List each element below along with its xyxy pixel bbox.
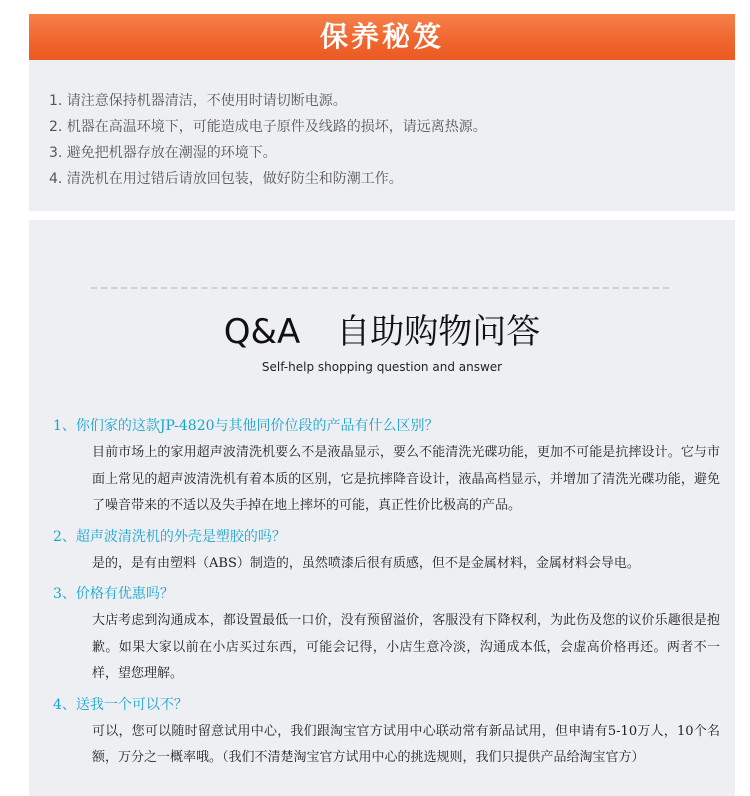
qa-title-en: Q&A	[223, 312, 301, 352]
qa-question: 1、你们家的这款JP-4820与其他同价位段的产品有什么区别？	[53, 418, 439, 434]
qa-answer: 是的，是有由塑料（ABS）制造的，虽然喷漆后很有质感，但不是金属材料，金属材料会导电。	[92, 555, 640, 571]
banner-title: 保养秘笈	[319, 20, 444, 53]
care-tip-item: 3. 避免把机器存放在潮湿的环境下。	[49, 145, 277, 161]
qa-answer: 目前市场上的家用超声波清洗机要么不是液晶显示，要么不能清洗光碟功能，更加不可能是抗摔设计。它与市面上常见的超声波清洗机有着本质的区别，它是抗摔降音设计，液晶高档显示，并增加了清洗光碟功能，避免了噪音带来的不适以及失手掉在地上摔坏的可能，真正性价比极高的产品。	[92, 445, 720, 513]
qa-title	[29, 312, 735, 352]
care-tips-banner	[29, 14, 735, 60]
care-tips-panel	[29, 60, 735, 211]
qa-question: 3、价格有优惠吗？	[53, 586, 174, 602]
qa-answer: 大店考虑到沟通成本，都设置最低一口价，没有预留溢价，客服没有下降权利，为此伤及您的议价乐趣很是抱歉。如果大家以前在小店买过东西，可能会记得，小店生意冷淡，沟通成本低，会虚高价格再还。两者不一样，望您理解。	[92, 613, 720, 681]
qa-title-cn: 自助购物问答	[336, 312, 541, 352]
qa-question: 2、超声波清洗机的外壳是塑胶的吗？	[53, 528, 286, 545]
qa-answer: 可以，您可以随时留意试用中心，我们跟淘宝官方试用中心联动常有新品试用，但申请有5-10万人，10个名额，万分之一概率哦。（我们不清楚淘宝官方试用中心的挑选规则，我们只提供产品给淘宝官方）	[92, 723, 720, 765]
qa-panel	[29, 220, 735, 796]
care-tip-item: 4. 清洗机在用过错后请放回包装，做好防尘和防潮工作。	[49, 171, 403, 187]
care-tip-item: 2. 机器在高温环境下，可能造成电子原件及线路的损坏，请远离热源。	[49, 119, 487, 135]
care-tip-item: 1. 请注意保持机器清洁，不使用时请切断电源。	[49, 93, 347, 109]
qa-subtitle: Self-help shopping question and answer	[261, 360, 503, 374]
care-tips-list	[49, 88, 487, 192]
qa-list	[29, 412, 735, 775]
dashed-divider	[91, 287, 669, 289]
qa-question: 4、送我一个可以不？	[53, 696, 188, 713]
